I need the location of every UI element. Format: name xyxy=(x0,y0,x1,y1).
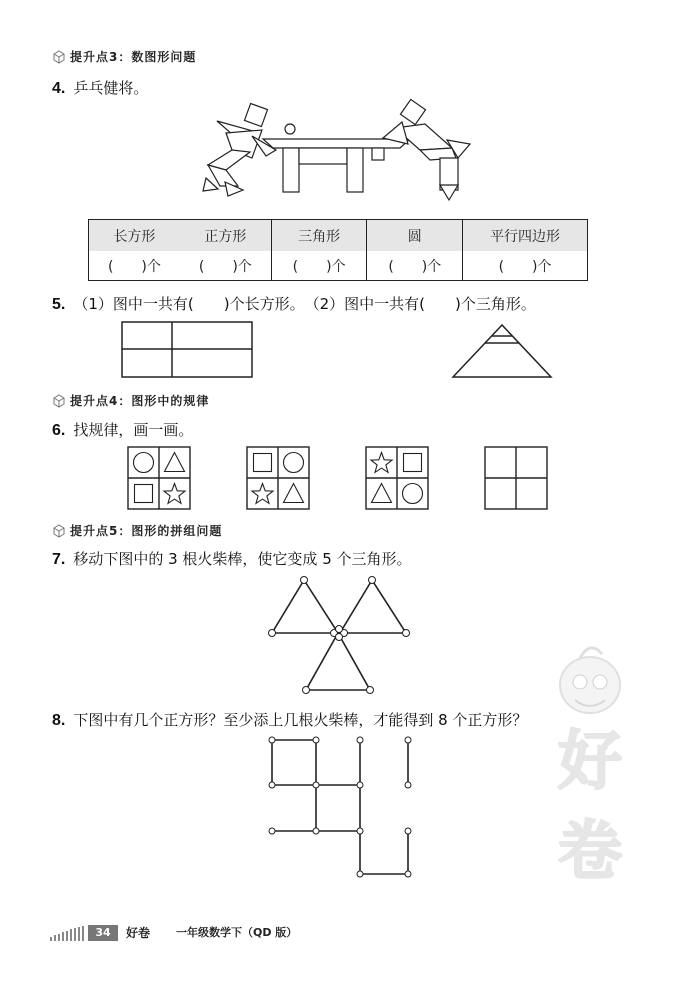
rectangle-figure xyxy=(122,322,252,377)
section-header-3 xyxy=(52,48,196,65)
question-number: 6. xyxy=(52,422,66,439)
question-text: 找规律，画一画。 xyxy=(73,421,194,439)
square-icon xyxy=(135,485,153,503)
brand-logo: 好卷 xyxy=(126,926,151,940)
star-icon xyxy=(252,484,273,504)
question-number: 5. xyxy=(52,296,66,313)
watermark-text: 好 xyxy=(558,725,622,799)
cube-icon xyxy=(52,525,66,537)
square-icon xyxy=(254,454,272,472)
table-header-circle: 圆 xyxy=(367,220,463,252)
question-number: 4. xyxy=(52,80,66,97)
bars-decoration-icon xyxy=(48,925,88,941)
ball-circle xyxy=(285,124,295,134)
table-header-parallelogram: 平行四边形 xyxy=(463,220,588,252)
question-8 xyxy=(52,709,527,730)
count-blank-triangle[interactable]: ( )个 xyxy=(271,251,367,281)
count-blank-rectangle[interactable]: ( )个 xyxy=(107,258,161,275)
count-blank-square[interactable]: ( )个 xyxy=(198,258,252,275)
table-header-rectangle: 长方形 xyxy=(113,228,156,245)
star-icon xyxy=(164,484,185,504)
count-blank-parallelogram[interactable]: ( )个 xyxy=(498,258,552,275)
pattern-grid-4[interactable] xyxy=(485,447,547,509)
cube-icon xyxy=(52,51,66,63)
circle-icon xyxy=(134,453,154,473)
star-icon xyxy=(371,453,392,473)
triangle-figure xyxy=(453,325,551,377)
question-number: 8. xyxy=(52,712,66,729)
question-4 xyxy=(52,77,148,98)
question-text: 移动下图中的 3 根火柴棒，使它变成 5 个三角形。 xyxy=(73,550,412,568)
watermark-mascot xyxy=(540,640,660,900)
section-label: 提升点4：图形中的规律 xyxy=(70,394,210,408)
shape-count-table xyxy=(88,219,588,281)
circle-icon xyxy=(403,484,423,504)
triangle-icon xyxy=(372,484,392,503)
cube-icon xyxy=(52,395,66,407)
player-hat-triangle xyxy=(217,121,253,142)
question-text: 下图中有几个正方形？至少添上几根火柴棒，才能得到 8 个正方形？ xyxy=(73,711,528,729)
section-header-4 xyxy=(52,392,209,409)
pattern-grid-3 xyxy=(366,447,428,509)
count-blank-circle[interactable]: ( )个 xyxy=(367,251,463,281)
pattern-grid-1 xyxy=(128,447,190,509)
pattern-grid-2 xyxy=(247,447,309,509)
square-icon xyxy=(404,454,422,472)
question-number: 7. xyxy=(52,551,66,568)
section-header-5 xyxy=(52,522,222,539)
page-number: 34 xyxy=(88,925,118,941)
table-header-square: 正方形 xyxy=(204,228,247,245)
circle-icon xyxy=(284,453,304,473)
question-6 xyxy=(52,419,193,440)
question-text: （1）图中一共有( )个长方形。 （2）图中一共有( )个三角形。 xyxy=(73,295,536,313)
table-top-parallelogram xyxy=(263,139,410,148)
section-label: 提升点3：数图形问题 xyxy=(70,50,197,64)
player-head-square xyxy=(244,103,267,126)
triangle-icon xyxy=(165,453,185,472)
question-5 xyxy=(52,293,536,314)
watermark-text: 卷 xyxy=(558,815,622,889)
question-text: 乒乓健将。 xyxy=(73,79,149,97)
triangle-icon xyxy=(284,484,304,503)
section-label: 提升点5：图形的拼组问题 xyxy=(70,524,223,538)
book-title: 一年级数学下（QD 版） xyxy=(176,926,298,939)
question-7 xyxy=(52,548,412,569)
table-header-triangle: 三角形 xyxy=(271,220,367,252)
